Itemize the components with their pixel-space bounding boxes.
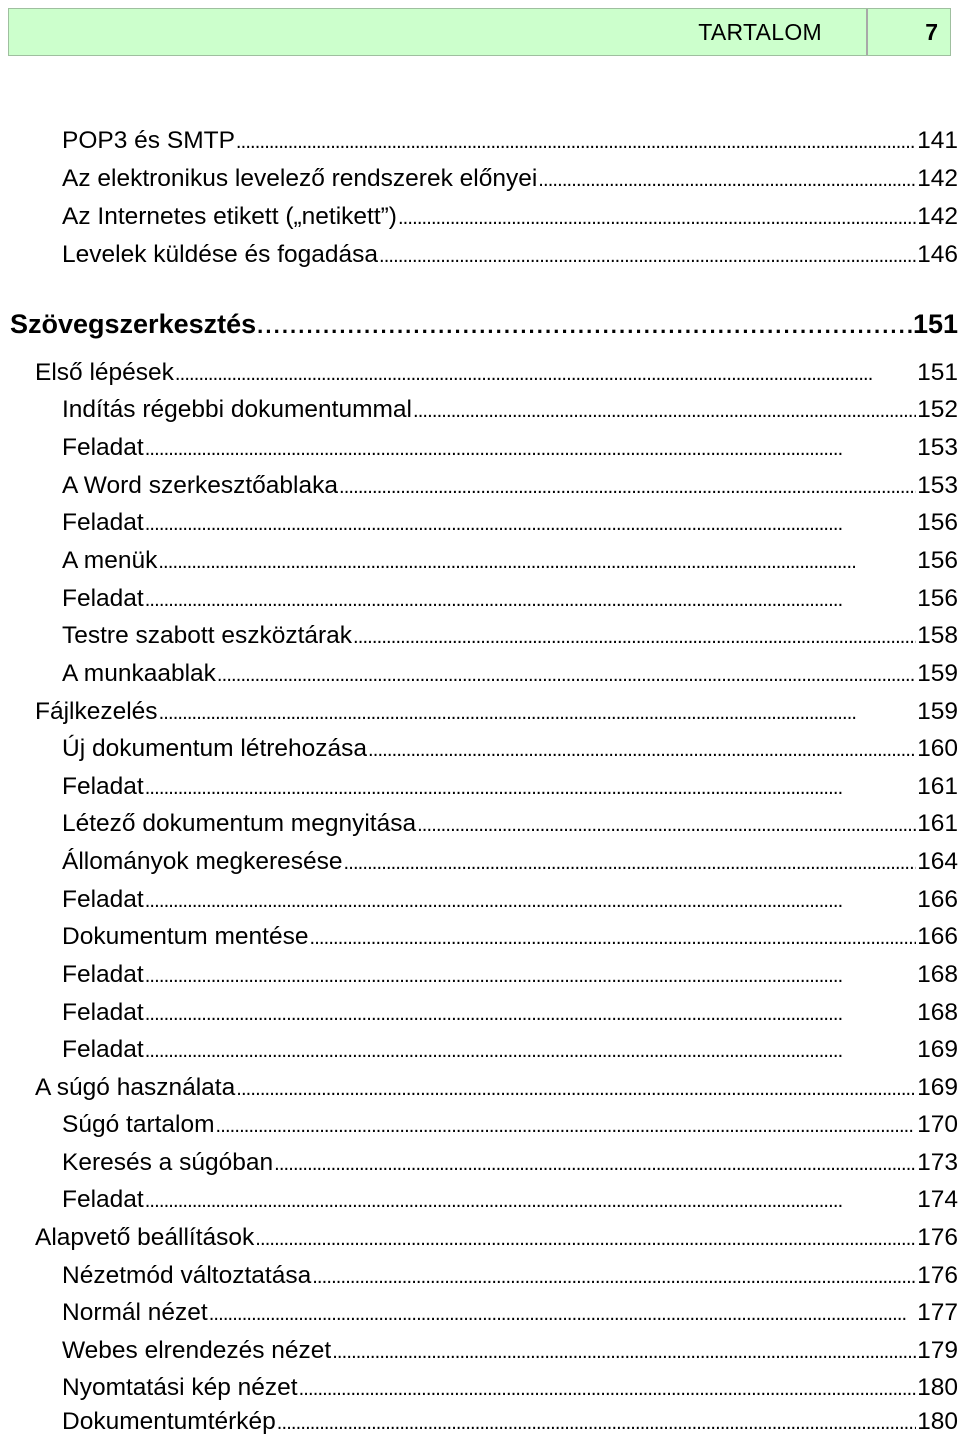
dot-leader bbox=[145, 769, 916, 805]
toc-entry-page: 146 bbox=[917, 241, 958, 268]
toc-entry-page: 152 bbox=[917, 396, 958, 423]
toc-entry[interactable] bbox=[62, 957, 958, 993]
toc-entry-label: Feladat bbox=[62, 886, 144, 913]
dot-leader bbox=[255, 1220, 916, 1256]
toc-entry[interactable] bbox=[62, 237, 958, 273]
dot-leader bbox=[344, 844, 917, 880]
toc-entry[interactable] bbox=[62, 581, 958, 617]
toc-entry-page: 161 bbox=[917, 810, 958, 837]
toc-entry-label: Nyomtatási kép nézet bbox=[62, 1374, 298, 1401]
toc-entry-label: Testre szabott eszköztárak bbox=[62, 622, 353, 649]
toc-entry-page: 141 bbox=[917, 127, 958, 154]
toc-entry[interactable] bbox=[62, 1295, 958, 1331]
dot-leader bbox=[274, 1145, 916, 1181]
toc-entry-page: 169 bbox=[917, 1036, 958, 1063]
toc-section-entry[interactable] bbox=[35, 1220, 958, 1256]
toc-entry[interactable] bbox=[62, 656, 958, 692]
dot-leader bbox=[277, 1404, 916, 1440]
dot-leader bbox=[398, 199, 916, 235]
toc-entry-page: 166 bbox=[917, 886, 958, 913]
toc-entry-page: 156 bbox=[917, 509, 958, 536]
toc-section-entry[interactable] bbox=[35, 1070, 958, 1106]
toc-entry-page: 169 bbox=[917, 1074, 958, 1101]
toc-entry-label: Feladat bbox=[62, 1186, 144, 1213]
toc-entry-label: Dokumentumtérkép bbox=[62, 1408, 276, 1435]
toc-entry[interactable] bbox=[62, 1107, 958, 1143]
dot-leader bbox=[145, 1032, 916, 1068]
toc-entry-page: 168 bbox=[917, 999, 958, 1026]
toc-entry-label: A súgó használata bbox=[35, 1074, 236, 1101]
dot-leader bbox=[257, 306, 912, 342]
dot-leader bbox=[312, 1258, 916, 1294]
toc-entry-label: Szövegszerkesztés bbox=[10, 309, 257, 339]
toc-entry-page: 151 bbox=[912, 309, 958, 339]
toc-entry-page: 176 bbox=[917, 1224, 958, 1251]
toc-entry[interactable] bbox=[62, 618, 958, 654]
dot-leader bbox=[159, 694, 917, 730]
toc-entry-page: 180 bbox=[917, 1408, 958, 1435]
dot-leader bbox=[413, 392, 916, 428]
dot-leader bbox=[216, 1107, 917, 1143]
dot-leader bbox=[309, 919, 916, 955]
header-divider bbox=[866, 9, 868, 55]
toc-entry[interactable] bbox=[62, 882, 958, 918]
toc-entry-page: 153 bbox=[917, 472, 958, 499]
toc-entry[interactable] bbox=[62, 1258, 958, 1294]
toc-entry-label: Webes elrendezés nézet bbox=[62, 1337, 332, 1364]
dot-leader bbox=[236, 123, 916, 159]
toc-entry-page: 168 bbox=[917, 961, 958, 988]
toc-entry-page: 153 bbox=[917, 434, 958, 461]
toc-entry-page: 142 bbox=[917, 165, 958, 192]
dot-leader bbox=[145, 882, 916, 918]
toc-entry[interactable] bbox=[62, 505, 958, 541]
toc-entry-label: A Word szerkesztőablaka bbox=[62, 472, 338, 499]
toc-entry-page: 170 bbox=[917, 1111, 958, 1138]
toc-entry-label: POP3 és SMTP bbox=[62, 127, 235, 154]
toc-entry[interactable] bbox=[62, 1145, 958, 1181]
toc-entry-page: 158 bbox=[917, 622, 958, 649]
toc-section-entry[interactable] bbox=[35, 355, 958, 391]
toc-entry-label: A munkaablak bbox=[62, 660, 216, 687]
toc-entry-label: Normál nézet bbox=[62, 1299, 208, 1326]
dot-leader bbox=[158, 543, 916, 579]
toc-entry-page: 173 bbox=[917, 1149, 958, 1176]
toc-entry-page: 156 bbox=[917, 585, 958, 612]
dot-leader bbox=[538, 161, 916, 197]
toc-entry-label: Indítás régebbi dokumentummal bbox=[62, 396, 412, 423]
toc-entry[interactable] bbox=[62, 543, 958, 579]
dot-leader bbox=[353, 618, 916, 654]
toc-entry[interactable] bbox=[62, 392, 958, 428]
dot-leader bbox=[145, 581, 916, 617]
dot-leader bbox=[332, 1333, 916, 1369]
dot-leader bbox=[236, 1070, 916, 1106]
toc-entry-page: 159 bbox=[917, 660, 958, 687]
toc-entry-label: Levelek küldése és fogadása bbox=[62, 241, 378, 268]
toc-entry-label: Feladat bbox=[62, 961, 144, 988]
toc-entry[interactable] bbox=[62, 769, 958, 805]
toc-entry-label: Feladat bbox=[62, 509, 144, 536]
dot-leader bbox=[145, 430, 916, 466]
dot-leader bbox=[217, 656, 916, 692]
toc-entry-label: A menük bbox=[62, 547, 158, 574]
dot-leader bbox=[145, 957, 916, 993]
toc-entry-label: Fájlkezelés bbox=[35, 698, 158, 725]
toc-entry-label: Feladat bbox=[62, 585, 144, 612]
toc-entry-label: Új dokumentum létrehozása bbox=[62, 735, 368, 762]
toc-entry[interactable] bbox=[62, 161, 958, 197]
dot-leader bbox=[417, 806, 916, 842]
toc-entry[interactable] bbox=[62, 1182, 958, 1218]
toc-entry-page: 164 bbox=[917, 848, 958, 875]
toc-entry[interactable] bbox=[62, 919, 958, 955]
toc-entry-page: 177 bbox=[917, 1299, 958, 1326]
toc-entry-page: 166 bbox=[917, 923, 958, 950]
dot-leader bbox=[339, 468, 916, 504]
toc-entry[interactable] bbox=[62, 1032, 958, 1068]
toc-entry-page: 179 bbox=[917, 1337, 958, 1364]
toc-entry[interactable] bbox=[62, 1333, 958, 1369]
dot-leader bbox=[379, 237, 916, 273]
running-header bbox=[8, 8, 951, 56]
dot-leader bbox=[209, 1295, 916, 1331]
toc-entry[interactable] bbox=[62, 731, 958, 767]
toc-entry-page: 142 bbox=[917, 203, 958, 230]
toc-entry-page: 160 bbox=[917, 735, 958, 762]
toc-section-entry[interactable] bbox=[35, 694, 958, 730]
toc-entry-label: Állományok megkeresése bbox=[62, 848, 343, 875]
toc-entry-page: 161 bbox=[917, 773, 958, 800]
toc-entry-label: Létező dokumentum megnyitása bbox=[62, 810, 417, 837]
toc-entry-label: Dokumentum mentése bbox=[62, 923, 309, 950]
toc-entry-label: Az elektronikus levelező rendszerek előnyei bbox=[62, 165, 538, 192]
toc-entry-label: Feladat bbox=[62, 999, 144, 1026]
toc-entry[interactable] bbox=[62, 844, 958, 880]
toc-entry-label: Feladat bbox=[62, 773, 144, 800]
toc-entry[interactable] bbox=[62, 430, 958, 466]
dot-leader bbox=[368, 731, 916, 767]
toc-entry[interactable] bbox=[62, 1404, 958, 1440]
toc-entry-label: Súgó tartalom bbox=[62, 1111, 215, 1138]
toc-entry[interactable] bbox=[62, 468, 958, 504]
toc-entry[interactable] bbox=[62, 1370, 958, 1406]
toc-entry-page: 159 bbox=[917, 698, 958, 725]
dot-leader bbox=[145, 505, 916, 541]
toc-entry-label: Nézetmód változtatása bbox=[62, 1262, 312, 1289]
toc-entry-label: Alapvető beállítások bbox=[35, 1224, 255, 1251]
toc-entry[interactable] bbox=[62, 123, 958, 159]
toc-entry-label: Első lépések bbox=[35, 359, 174, 386]
toc-entry-label: Keresés a súgóban bbox=[62, 1149, 274, 1176]
page-number: 7 bbox=[925, 19, 938, 45]
toc-chapter-entry[interactable] bbox=[10, 306, 958, 342]
running-header-title: TARTALOM bbox=[698, 19, 822, 45]
toc-entry-label: Feladat bbox=[62, 434, 144, 461]
dot-leader bbox=[175, 355, 916, 391]
toc-entry-page: 176 bbox=[917, 1262, 958, 1289]
toc-entry[interactable] bbox=[62, 199, 958, 235]
toc-entry-page: 156 bbox=[917, 547, 958, 574]
toc-entry-page: 180 bbox=[917, 1374, 958, 1401]
toc-entry-label: Az Internetes etikett („netikett”) bbox=[62, 203, 397, 230]
toc-entry-page: 151 bbox=[917, 359, 958, 386]
toc-entry-label: Feladat bbox=[62, 1036, 144, 1063]
toc-entry-page: 174 bbox=[917, 1186, 958, 1213]
dot-leader bbox=[145, 1182, 916, 1218]
toc-entry[interactable] bbox=[62, 806, 958, 842]
dot-leader bbox=[145, 995, 916, 1031]
dot-leader bbox=[299, 1370, 917, 1406]
toc-entry[interactable] bbox=[62, 995, 958, 1031]
